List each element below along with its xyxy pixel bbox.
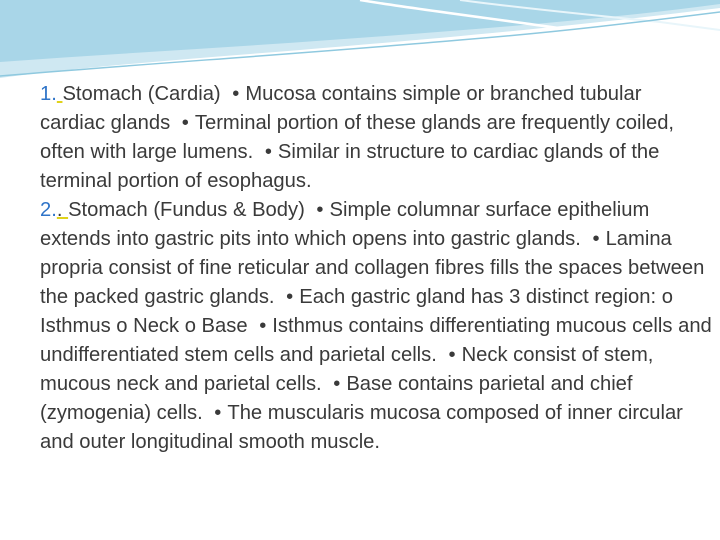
- section-2-filler: .: [56, 199, 69, 221]
- section-2-bullet-4: Isthmus contains differentiating mucous cells and undifferentiated stem cells and parietal cells.: [40, 315, 712, 366]
- section-2-number: 2.: [40, 199, 57, 221]
- bullet-icon: •: [214, 402, 222, 424]
- bullet-icon: •: [232, 83, 240, 105]
- bullet-icon: •: [181, 112, 189, 134]
- section-1-bullet-3: Similar in structure to cardiac glands of the terminal portion of esophagus.: [40, 141, 660, 192]
- body-text: [40, 80, 712, 457]
- section-1-bullet-1: Mucosa contains simple or branched tubular cardiac glands: [40, 83, 642, 134]
- bullet-icon: •: [333, 373, 341, 395]
- section-2-bullet-5: Neck consist of stem, mucous neck and parietal cells.: [40, 344, 654, 395]
- header-wave-decoration: [0, 0, 720, 90]
- section-2-title: Stomach (Fundus & Body): [68, 199, 305, 221]
- section-1-bullet-2: Terminal portion of these glands are frequently coiled, often with large lumens.: [40, 112, 675, 163]
- section-2-bullet-2: Lamina propria consist of fine reticular and collagen fibres fills the spaces between the packed gastric glands.: [40, 228, 705, 308]
- bullet-icon: •: [264, 141, 272, 163]
- bullet-icon: •: [286, 286, 294, 308]
- section-2-bullet-7: The muscularis mucosa composed of inner circular and outer longitudinal smooth muscle.: [40, 402, 683, 453]
- bullet-icon: •: [316, 199, 324, 221]
- bullet-icon: •: [259, 315, 267, 337]
- section-2-bullet-3: Each gastric gland has 3 distinct region: o Isthmus o Neck o Base: [40, 286, 673, 337]
- bullet-icon: •: [592, 228, 600, 250]
- section-2-bullet-6: Base contains parietal and chief (zymogenia) cells.: [40, 373, 633, 424]
- section-1-title: Stomach (Cardia): [62, 83, 221, 105]
- bullet-icon: •: [448, 344, 456, 366]
- section-2-bullet-1: Simple columnar surface epithelium extends into gastric pits into which opens into gastric glands.: [40, 199, 650, 250]
- section-1-number: 1.: [40, 83, 57, 105]
